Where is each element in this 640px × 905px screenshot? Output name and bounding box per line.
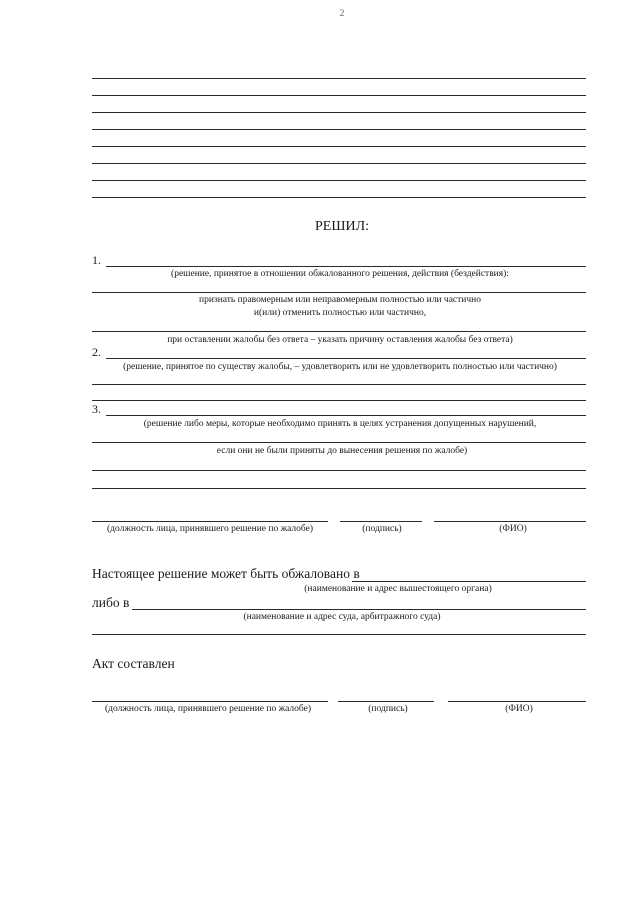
- position-line[interactable]: [92, 521, 328, 522]
- signature-line[interactable]: [340, 521, 422, 522]
- name-line[interactable]: [448, 701, 586, 702]
- item-caption: при оставлении жалобы без ответа – указать причину оставления жалобы без ответа): [167, 335, 513, 345]
- blank-line[interactable]: [92, 95, 586, 96]
- item-caption: (решение либо меры, которые необходимо принять в целях устранения допущенных нарушений,: [143, 419, 537, 429]
- court-line[interactable]: [92, 634, 586, 635]
- answer-line[interactable]: [92, 384, 586, 385]
- answer-line[interactable]: [92, 470, 586, 471]
- item-caption: и(или) отменить полностью или частично,: [253, 308, 427, 318]
- answer-line[interactable]: [92, 292, 586, 293]
- act-compiled-label: Акт составлен: [92, 656, 175, 671]
- court-line[interactable]: [132, 609, 586, 610]
- authority-caption: (наименование и адрес вышестоящего органа): [304, 584, 492, 594]
- item-caption: (решение, принятое по существу жалобы, – удовлетворить или не удовлетворить полностью или частично): [123, 362, 557, 372]
- blank-line[interactable]: [92, 163, 586, 164]
- blank-line[interactable]: [92, 78, 586, 79]
- name-caption: (ФИО): [499, 524, 527, 534]
- answer-line[interactable]: [92, 400, 586, 401]
- appeal-text: Настоящее решение может быть обжаловано в: [92, 566, 360, 581]
- answer-line[interactable]: [106, 266, 586, 267]
- answer-line[interactable]: [92, 331, 586, 332]
- blank-line[interactable]: [92, 129, 586, 130]
- answer-line[interactable]: [106, 358, 586, 359]
- item-caption: (решение, принятое в отношении обжалованного решения, действия (бездействия):: [171, 269, 509, 279]
- position-caption: (должность лица, принявшего решение по жалобе): [106, 524, 314, 534]
- blank-line[interactable]: [92, 180, 586, 181]
- court-caption: (наименование и адрес суда, арбитражного суда): [243, 612, 441, 622]
- item-number: 2.: [92, 345, 101, 359]
- blank-line[interactable]: [92, 197, 586, 198]
- position-line[interactable]: [92, 701, 328, 702]
- answer-line[interactable]: [92, 442, 586, 443]
- position-caption: (должность лица, принявшего решение по жалобе): [104, 704, 312, 714]
- signature-caption: (подпись): [362, 524, 402, 534]
- blank-line[interactable]: [92, 146, 586, 147]
- item-number: 1.: [92, 253, 101, 267]
- item-caption: признать правомерным или неправомерным полностью или частично: [199, 295, 481, 305]
- item-number: 3.: [92, 402, 101, 416]
- blank-line[interactable]: [92, 112, 586, 113]
- name-caption: (ФИО): [505, 704, 533, 714]
- appeal-or-text: либо в: [92, 595, 130, 610]
- item-caption: если они не были приняты до вынесения решения по жалобе): [216, 446, 468, 456]
- authority-line[interactable]: [352, 581, 586, 582]
- signature-line[interactable]: [338, 701, 434, 702]
- signature-caption: (подпись): [368, 704, 408, 714]
- answer-line[interactable]: [92, 488, 586, 489]
- decision-heading: РЕШИЛ:: [315, 219, 369, 234]
- name-line[interactable]: [434, 521, 586, 522]
- page-number: 2: [339, 9, 345, 19]
- answer-line[interactable]: [106, 415, 586, 416]
